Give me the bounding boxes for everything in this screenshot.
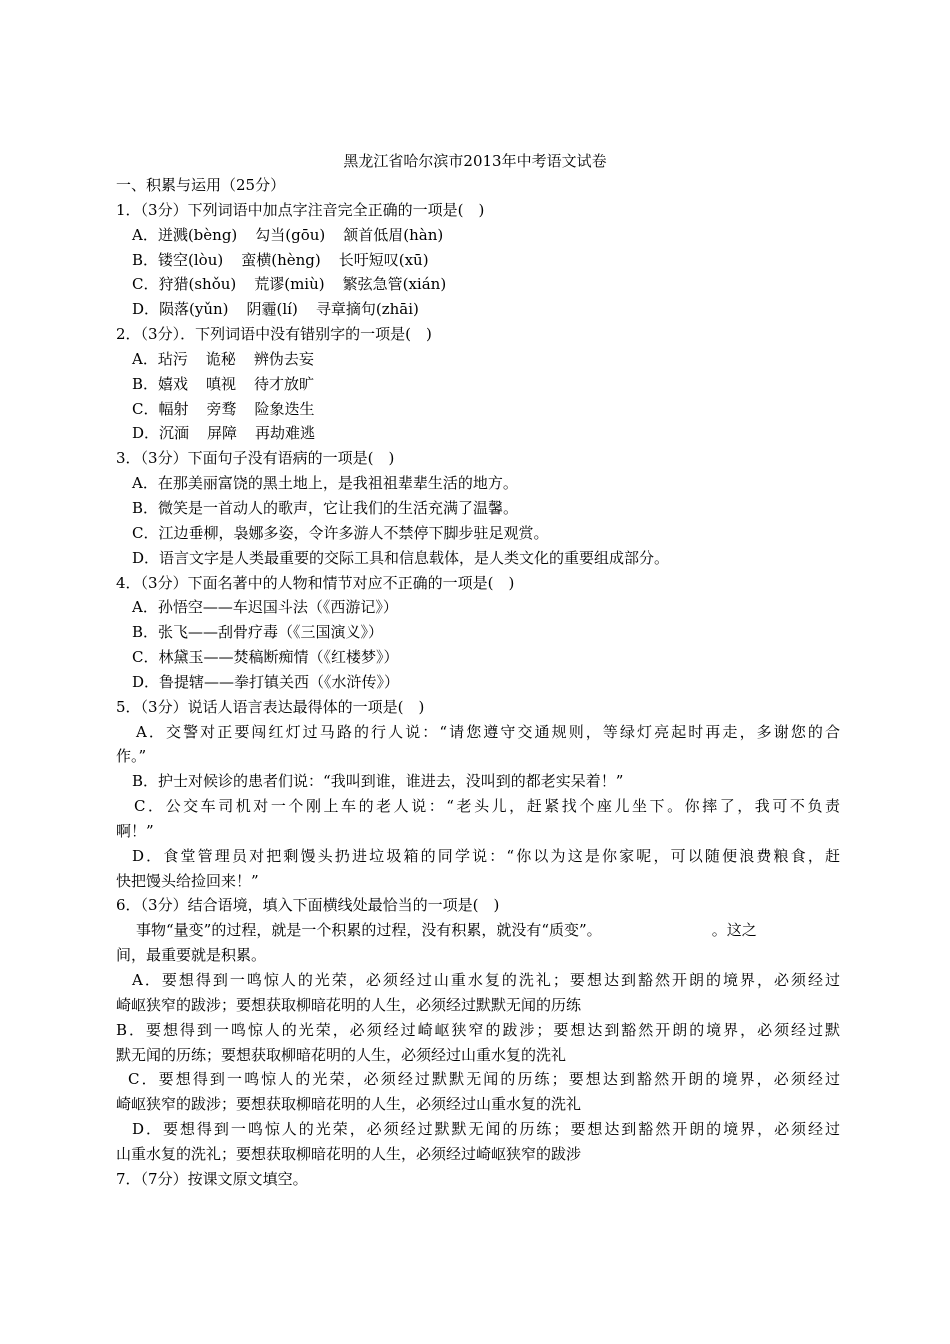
question-4-option-d: D．鲁提辖——拳打镇关西（《水浒传》） <box>132 672 400 691</box>
section-heading: 一、积累与运用（25分） <box>116 176 286 194</box>
question-6-stem: 6．（3分）结合语境，填入下面横线处最恰当的一项是( ) <box>116 896 500 915</box>
question-6-option-d-cont: 山重水复的洗礼；要想获取柳暗花明的人生，必须经过崎岖狭窄的跋涉 <box>116 1144 582 1163</box>
question-5-stem: 5．（3分）说话人语言表达最得体的一项是( ) <box>116 697 425 716</box>
question-3-stem: 3．（3分）下面句子没有语病的一项是( ) <box>116 449 395 468</box>
question-7-stem: 7．（7分）按课文原文填空。 <box>116 1169 308 1188</box>
question-2-option-c <box>116 397 840 422</box>
question-5-option-d: D．食堂管理员对把剩馒头扔进垃圾箱的同学说：“你以为这是你家呢，可以随便浪费粮食，赶 <box>132 846 840 865</box>
option-word: 嗔视 <box>206 374 237 393</box>
option-word: 长吁短叹(xū) <box>338 250 429 269</box>
question-2-stem: 2．（3分）．下列词语中没有错别字的一项是( ) <box>116 325 432 344</box>
question-1-option-c <box>116 272 840 297</box>
question-3-option-a: A．在那美丽富饶的黑土地上，是我祖祖辈辈生活的地方。 <box>132 474 518 493</box>
context-text-end: 。这之 <box>711 921 757 940</box>
option-word: C．幅射 <box>132 399 189 418</box>
option-word: 荒谬(miù) <box>254 275 325 294</box>
question-3-option-b: B．微笑是一首动人的歌声，它让我们的生活充满了温馨。 <box>132 498 519 517</box>
question-6-option-c-cont: 崎岖狭窄的跋涉；要想获取柳暗花明的人生，必须经过山重水复的洗礼 <box>116 1095 582 1114</box>
context-text: 事物“量变”的过程，就是一个积累的过程，没有积累，就没有“质变”。 <box>136 921 602 940</box>
question-2-option-b <box>116 372 840 397</box>
question-1-stem: 1．（3分）下列词语中加点字注音完全正确的一项是( ) <box>116 200 485 219</box>
question-2-option-d <box>116 421 840 446</box>
question-5-option-b: B．护士对候诊的患者们说：“我叫到谁，谁进去，没叫到的都老实呆着！” <box>132 772 624 791</box>
question-5-option-c: C．公交车司机对一个刚上车的老人说：“老头儿，赶紧找个座儿坐下。你摔了，我可不负责 <box>134 797 840 816</box>
option-word: 勾当(gōu) <box>255 225 326 244</box>
question-4-stem: 4．（3分）下面名著中的人物和情节对应不正确的一项是( ) <box>116 573 515 592</box>
exam-content <box>116 173 840 1192</box>
page-title: 黑龙江省哈尔滨市2013年中考语文试卷 <box>343 152 607 170</box>
question-4-option-a: A．孙悟空——车迟国斗法（《西游记》） <box>132 598 398 617</box>
option-word: D．沉湎 <box>132 424 190 443</box>
question-6-option-a: A．要想得到一鸣惊人的光荣，必须经过山重水复的洗礼；要想达到豁然开朗的境界，必须经过 <box>132 971 840 989</box>
question-5-option-c-cont: 啊！” <box>116 821 154 840</box>
option-word: A．玷污 <box>132 349 188 368</box>
option-word: 待才放旷 <box>254 374 315 393</box>
question-6-option-d: D．要想得到一鸣惊人的光荣，必须经过默默无闻的历练；要想达到豁然开朗的境界，必须经过 <box>132 1120 840 1139</box>
option-word: C．狩猎(shǒu) <box>132 275 237 294</box>
question-2-option-a <box>116 347 840 372</box>
option-word: 旁骛 <box>206 399 237 418</box>
question-6-option-b: B．要想得到一鸣惊人的光荣，必须经过崎岖狭窄的跋涉；要想达到豁然开朗的境界，必须经过默 <box>116 1020 840 1039</box>
option-word: 险象迭生 <box>254 399 315 418</box>
option-word: B．镂空(lòu) <box>132 250 224 269</box>
option-word: 诡秘 <box>205 349 236 368</box>
question-5-option-a: A．交警对正要闯红灯过马路的行人说：“请您遵守交通规则，等绿灯亮起时再走，多谢您的合 <box>136 722 840 741</box>
option-word: D．陨落(yǔn) <box>132 300 229 319</box>
question-6-option-a-cont: 崎岖狭窄的跋涉；要想获取柳暗花明的人生，必须经过默默无闻的历练 <box>116 995 582 1014</box>
option-word: 辨伪去妄 <box>253 349 314 368</box>
question-4-option-c: C．林黛玉——焚稿断痴情（《红楼梦》） <box>132 648 399 667</box>
option-word: 繁弦急管(xián) <box>342 275 447 294</box>
option-word: B．嬉戏 <box>132 374 189 393</box>
option-word: 颔首低眉(hàn) <box>343 225 444 244</box>
option-word: 寻章摘句(zhāi) <box>315 300 419 319</box>
option-word: 蛮横(hèng) <box>241 250 321 269</box>
option-word: 屏障 <box>207 424 238 443</box>
question-6-option-b-cont: 默无闻的历练；要想获取柳暗花明的人生，必须经过山重水复的洗礼 <box>116 1045 567 1064</box>
question-1-option-a <box>116 223 840 248</box>
question-3-option-d: D．语言文字是人类最重要的交际工具和信息载体，是人类文化的重要组成部分。 <box>132 548 670 567</box>
question-6-context-cont: 间，最重要就是积累。 <box>116 946 267 965</box>
question-3-option-c: C．江边垂柳，袅娜多姿，令许多游人不禁停下脚步驻足观赏。 <box>132 523 549 542</box>
question-6-option-c: C．要想得到一鸣惊人的光荣，必须经过默默无闻的历练；要想达到豁然开朗的境界，必须经过 <box>128 1070 840 1089</box>
question-6-context <box>116 918 840 943</box>
question-1-option-d <box>116 297 840 322</box>
question-1-option-b <box>116 248 840 273</box>
question-4-option-b: B．张飞——刮骨疗毒（《三国演义》） <box>132 623 384 642</box>
option-word: 再劫难逃 <box>255 424 316 443</box>
question-5-option-d-cont: 快把馒头给捡回来！” <box>116 871 259 890</box>
question-5-option-a-cont: 作。” <box>116 747 147 766</box>
option-word: 阴霾(lí) <box>246 300 298 319</box>
option-word: A．迸溅(bèng) <box>132 225 238 244</box>
